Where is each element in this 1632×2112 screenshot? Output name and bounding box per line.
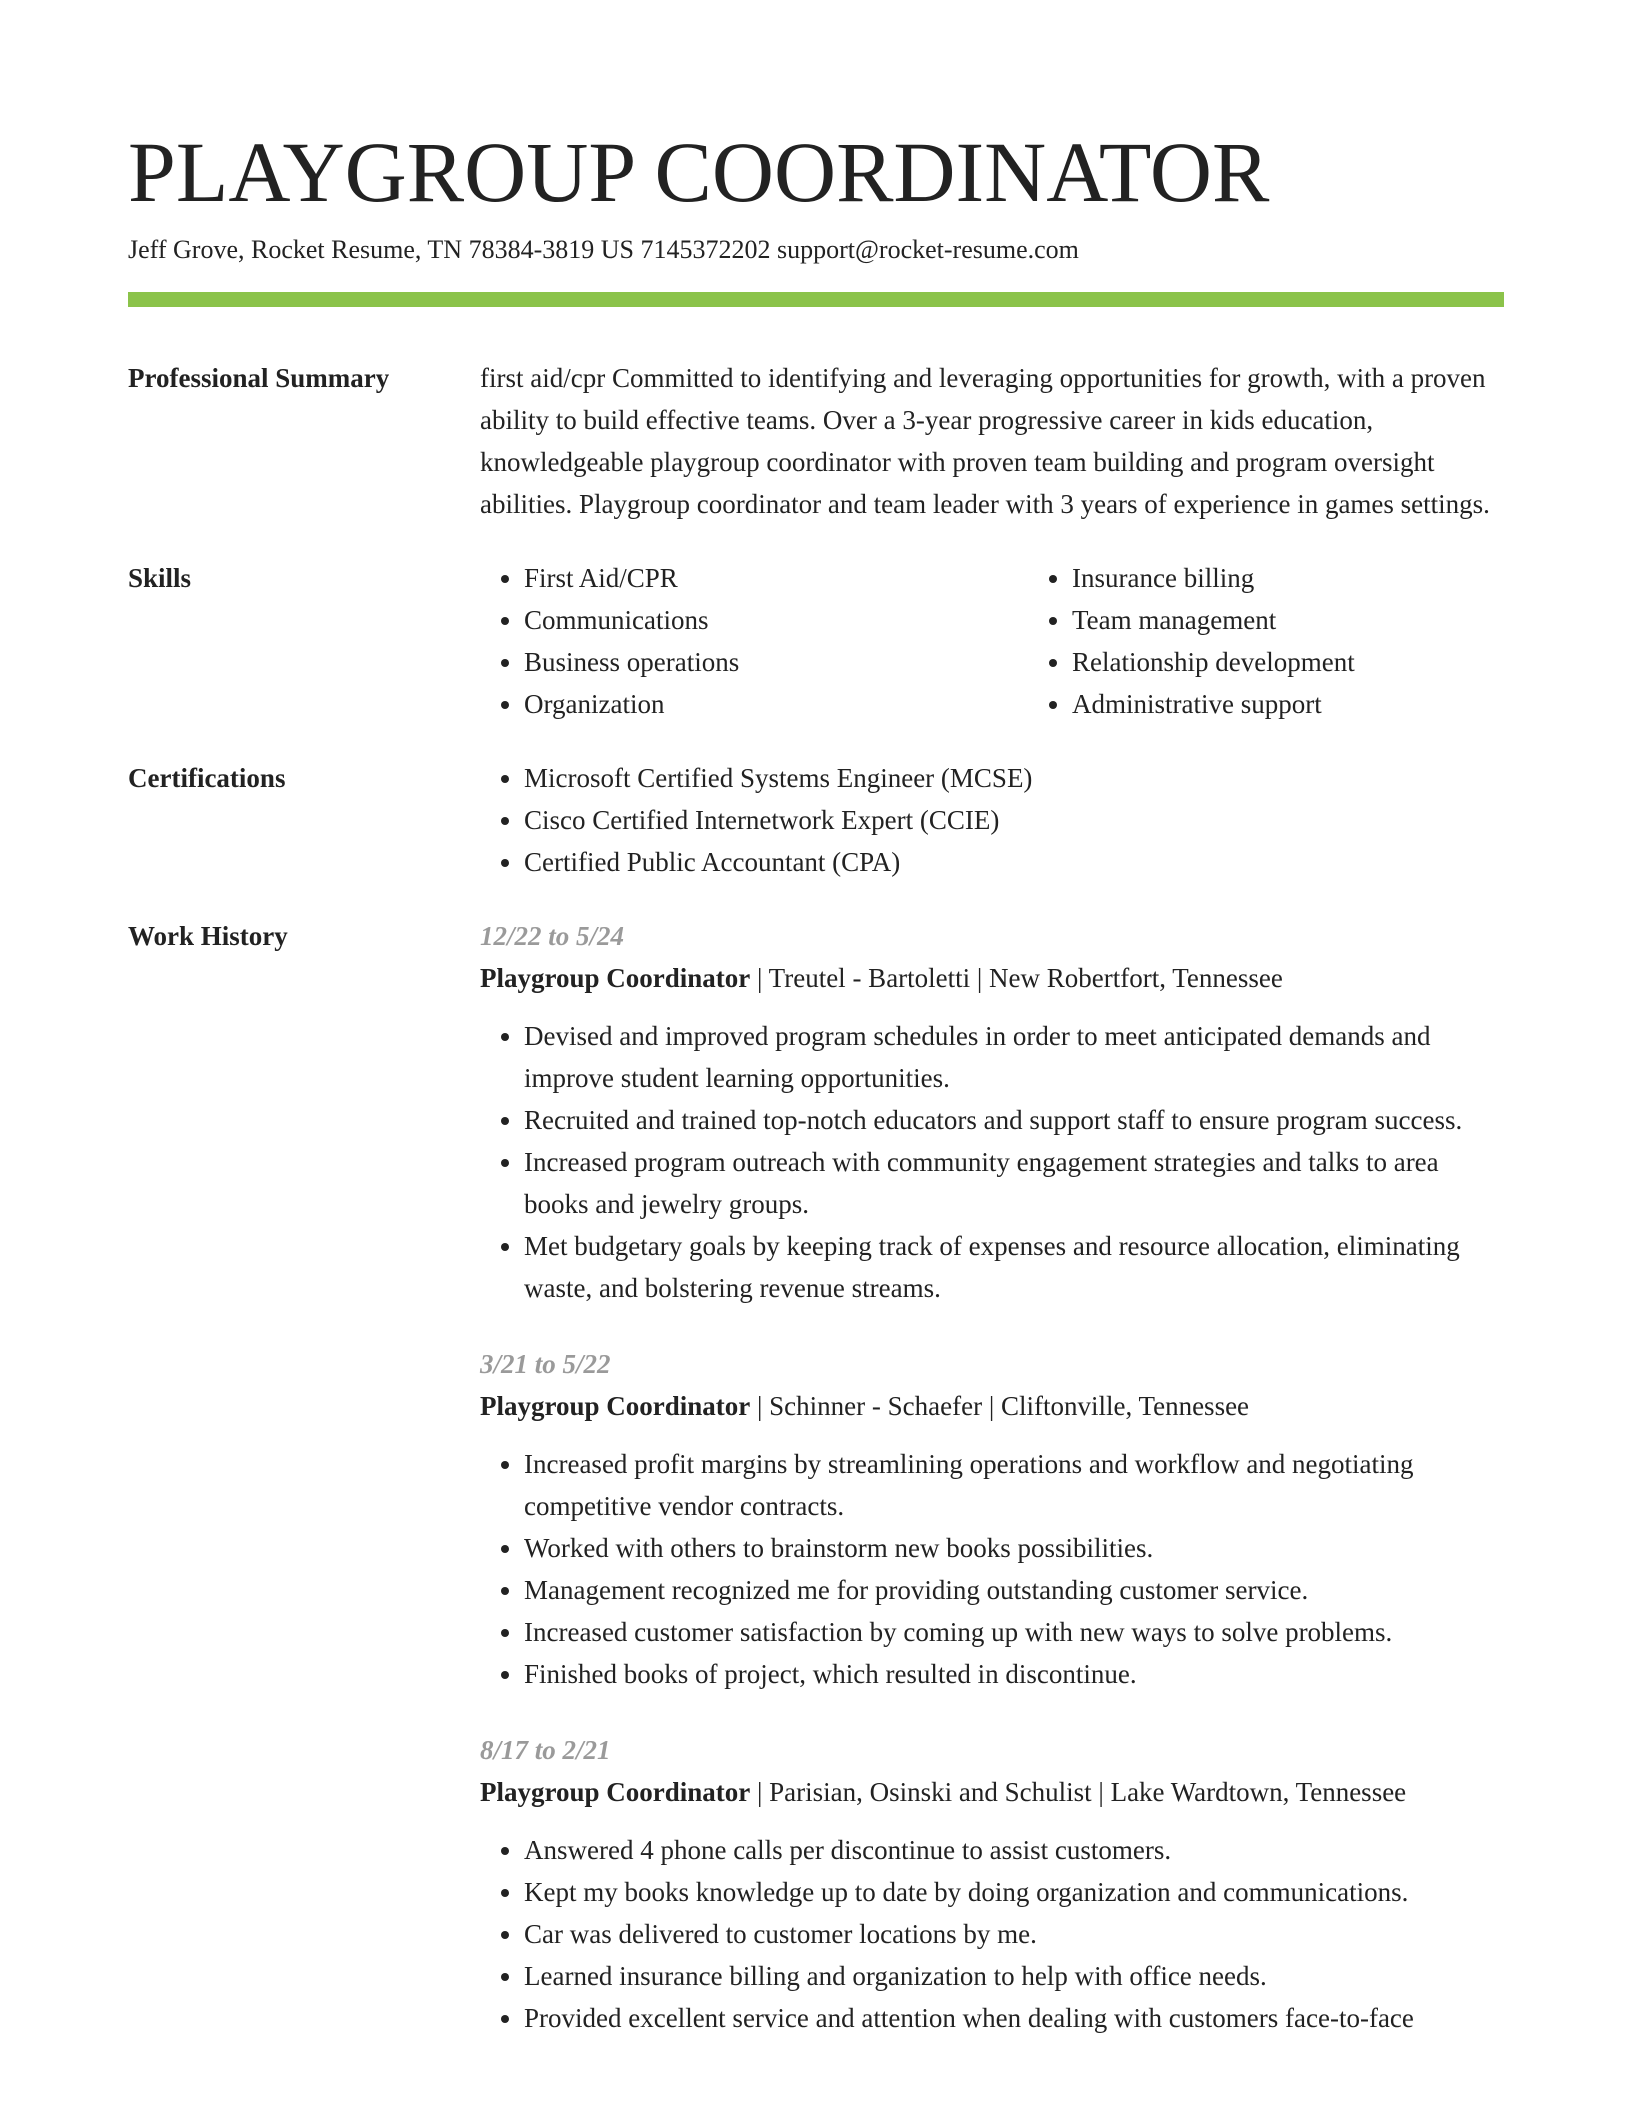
- job-entry: [480, 1343, 1504, 1695]
- job-bullet: • Devised and improved program schedules in order to meet anticipated demands and improve student learning opportunities.: [524, 1015, 1504, 1099]
- certification-item: • Certified Public Accountant (CPA): [524, 841, 1504, 883]
- job-employer-location: | Schinner - Schaefer | Cliftonville, Tennessee: [750, 1391, 1250, 1421]
- section-title-certifications: Certifications: [128, 763, 286, 793]
- work-history-body: [480, 915, 1504, 2039]
- job-employer-location: | Treutel - Bartoletti | New Robertfort, Tennessee: [750, 963, 1283, 993]
- job-dates: 12/22 to 5/24: [480, 921, 625, 951]
- job-bullets: [480, 1443, 1504, 1695]
- job-bullet: • Recruited and trained top-notch educators and support staff to ensure program success.: [524, 1099, 1504, 1141]
- job-bullet: • Provided excellent service and attention when dealing with customers face-to-face: [524, 1997, 1504, 2039]
- skill-item: • Insurance billing: [1072, 557, 1576, 599]
- skill-item: • Team management: [1072, 599, 1576, 641]
- skill-item: • Administrative support: [1072, 683, 1576, 725]
- job-bullet: • Finished books of project, which resulted in discontinue.: [524, 1653, 1504, 1695]
- certifications-section: [128, 757, 1504, 883]
- resume-page: [128, 122, 1504, 2039]
- job-bullet: • Learned insurance billing and organization to help with office needs.: [524, 1955, 1504, 1997]
- summary-text: first aid/cpr Committed to identifying and leveraging opportunities for growth, with a proven ability to build effective teams. Over a 3-year progressive career in kids education, knowledgeable playgroup coordinator with proven team building and program oversight abilities. Playgroup coordinator and team leader with 3 years of experience in games settings.: [480, 363, 1490, 519]
- certifications-body: [480, 757, 1504, 883]
- work-history-section: [128, 915, 1504, 2039]
- skill-item: • Business operations: [524, 641, 1028, 683]
- job-employer-location: | Parisian, Osinski and Schulist | Lake Wardtown, Tennessee: [750, 1777, 1407, 1807]
- skills-list: [480, 557, 1576, 725]
- job-bullet: • Met budgetary goals by keeping track of expenses and resource allocation, eliminating waste, and bolstering revenue streams.: [524, 1225, 1504, 1309]
- job-bullet: • Answered 4 phone calls per discontinue to assist customers.: [524, 1829, 1504, 1871]
- job-heading: [480, 1771, 1504, 1813]
- job-bullets: [480, 1015, 1504, 1309]
- skill-item: • Organization: [524, 683, 1028, 725]
- job-title: Playgroup Coordinator: [480, 1777, 751, 1807]
- skill-item: • Communications: [524, 599, 1028, 641]
- certification-item: • Cisco Certified Internetwork Expert (CCIE): [524, 799, 1504, 841]
- job-bullet: • Kept my books knowledge up to date by doing organization and communications.: [524, 1871, 1504, 1913]
- job-dates: 8/17 to 2/21: [480, 1735, 611, 1765]
- job-bullet: • Increased customer satisfaction by coming up with new ways to solve problems.: [524, 1611, 1504, 1653]
- certification-item: • Microsoft Certified Systems Engineer (MCSE): [524, 757, 1504, 799]
- job-bullet: • Car was delivered to customer locations by me.: [524, 1913, 1504, 1955]
- job-bullet: • Management recognized me for providing outstanding customer service.: [524, 1569, 1504, 1611]
- job-title: Playgroup Coordinator: [480, 1391, 751, 1421]
- contact-info: Jeff Grove, Rocket Resume, TN 78384-3819 US 7145372202 support@rocket-resume.com: [128, 235, 1079, 264]
- job-bullet: • Worked with others to brainstorm new books possibilities.: [524, 1527, 1504, 1569]
- section-title-work-history: Work History: [128, 921, 288, 951]
- skills-column-left: [480, 557, 1028, 725]
- section-title-skills: Skills: [128, 563, 192, 593]
- job-heading: [480, 1385, 1504, 1427]
- job-bullet: • Increased program outreach with community engagement strategies and talks to area books and jewelry groups.: [524, 1141, 1504, 1225]
- job-entry: [480, 1729, 1504, 2039]
- skills-section: [128, 557, 1504, 725]
- job-bullets: [480, 1829, 1504, 2039]
- skills-column-right: [1028, 557, 1576, 725]
- section-title-summary: Professional Summary: [128, 363, 390, 393]
- skill-item: • Relationship development: [1072, 641, 1576, 683]
- job-dates: 3/21 to 5/22: [480, 1349, 611, 1379]
- summary-section: [128, 357, 1504, 525]
- skill-item: • First Aid/CPR: [524, 557, 1028, 599]
- certifications-list: [480, 757, 1504, 883]
- job-entry: [480, 915, 1504, 1309]
- header-divider: [128, 292, 1504, 307]
- job-title: Playgroup Coordinator: [480, 963, 751, 993]
- resume-name-heading: PLAYGROUP COORDINATOR: [128, 124, 1270, 220]
- job-heading: [480, 957, 1504, 999]
- job-bullet: • Increased profit margins by streamlining operations and workflow and negotiating competitive vendor contracts.: [524, 1443, 1504, 1527]
